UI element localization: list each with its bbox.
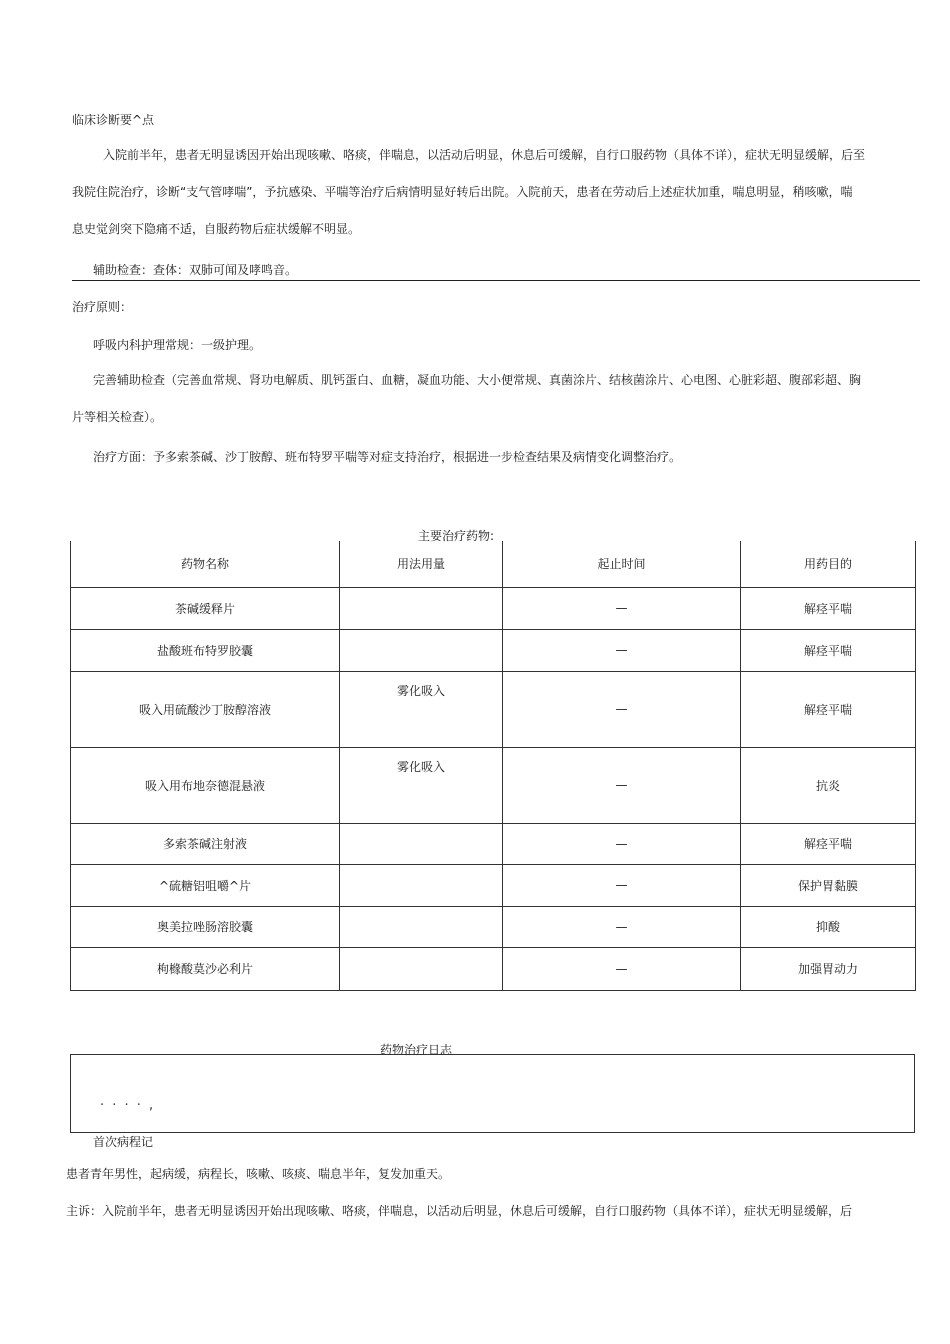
diagnosis-line-2: 我院住院治疗，诊断“支气管哮喘”，予抗感染、平喘等治疗后病情明显好转后出院。入院前天，患者在劳动后上述症状加重，喘息明显，稍咳嗽，喘 [72, 185, 853, 199]
purpose-cell: 抗炎 [741, 747, 916, 823]
table-header-row [71, 541, 916, 587]
diagnosis-heading: 临床诊断要^点 [72, 113, 155, 127]
period-cell: — [503, 747, 741, 823]
purpose-cell: 加强胃动力 [741, 947, 916, 990]
usage-cell [340, 587, 503, 629]
table-row [71, 629, 916, 671]
period-cell: — [503, 671, 741, 747]
drug-name-cell: 吸入用硫酸沙丁胺醇溶液 [71, 671, 340, 747]
period-cell: — [503, 823, 741, 864]
table-row [71, 587, 916, 629]
diagnosis-line-1: 入院前半年，患者无明显诱因开始出现咳嗽、咯痰，伴喘息，以活动后明显，休息后可缓解，自行口服药物（具体不详），症状无明显缓解，后至 [103, 148, 866, 162]
purpose-cell: 抑酸 [741, 906, 916, 947]
section-divider [72, 280, 920, 281]
drug-name-cell: 多索茶碱注射液 [71, 823, 340, 864]
nursing-text: 呼吸内科护理常规：一级护理。 [93, 338, 262, 352]
header-purpose: 用药目的 [741, 541, 916, 587]
drug-name-cell: 盐酸班布特罗胶囊 [71, 629, 340, 671]
log-scribble-mark: · · · · , [100, 1098, 156, 1113]
usage-cell [340, 629, 503, 671]
chief-complaint: 主诉：入院前半年，患者无明显诱因开始出现咳嗽、咯痰，伴喘息，以活动后明显，休息后可缓解，自行口服药物（具体不详），症状无明显缓解，后 [66, 1204, 853, 1218]
table-row [71, 747, 916, 823]
table-row [71, 947, 916, 990]
exam-line-1: 完善辅助检查（完善血常规、肾功电解质、肌钙蛋白、血糖，凝血功能、大小便常规、真菌涂片、结核菌涂片、心电图、心脏彩超、腹部彩超、胸 [93, 373, 862, 387]
exam-line-2: 片等相关检查）。 [72, 410, 163, 424]
drug-name-cell: 吸入用布地奈德混悬液 [71, 747, 340, 823]
period-cell: — [503, 947, 741, 990]
diagnosis-line-3: 息史觉剑突下隐痛不适，自服药物后症状缓解不明显。 [72, 222, 361, 236]
drug-name-cell: 奥美拉唑肠溶胶囊 [71, 906, 340, 947]
drug-name-cell: 茶碱缓释片 [71, 587, 340, 629]
drug-name-cell: 枸橼酸莫沙必利片 [71, 947, 340, 990]
purpose-cell: 解痉平喘 [741, 671, 916, 747]
aux-exam-text: 辅助检查：查体：双肺可闻及哮鸣音。 [93, 263, 298, 277]
header-drug-name: 药物名称 [71, 541, 340, 587]
purpose-cell: 解痉平喘 [741, 629, 916, 671]
period-cell: — [503, 629, 741, 671]
usage-cell [340, 747, 503, 823]
table-row [71, 864, 916, 906]
drug-name-cell: ^硫糖铝咀嚼^片 [71, 864, 340, 906]
usage-text: 雾化吸入 [396, 759, 445, 774]
drug-table [70, 541, 916, 991]
case-summary: 患者青年男性，起病缓，病程长，咳嗽、咳痰、喘息半年，复发加重天。 [66, 1167, 451, 1181]
usage-cell [340, 671, 503, 747]
header-usage: 用法用量 [340, 541, 503, 587]
table-row [71, 823, 916, 864]
table-row [71, 906, 916, 947]
usage-cell [340, 864, 503, 906]
purpose-cell: 解痉平喘 [741, 587, 916, 629]
header-period: 起止时间 [503, 541, 741, 587]
usage-cell [340, 906, 503, 947]
first-course-label: 首次病程记 [93, 1135, 154, 1149]
purpose-cell: 保护胃黏膜 [741, 864, 916, 906]
usage-cell [340, 947, 503, 990]
usage-text: 雾化吸入 [396, 683, 445, 698]
period-cell: — [503, 864, 741, 906]
log-caption: 药物治疗日志 [380, 1043, 453, 1057]
log-box [70, 1054, 915, 1133]
usage-cell [340, 823, 503, 864]
purpose-cell: 解痉平喘 [741, 823, 916, 864]
period-cell: — [503, 906, 741, 947]
treatment-heading: 治疗原则： [72, 300, 133, 314]
treatment-plan-text: 治疗方面：予多索茶碱、沙丁胺醇、班布特罗平喘等对症支持治疗，根据进一步检查结果及病情变化调整治疗。 [93, 450, 682, 464]
drug-table-caption: 主要治疗药物: [418, 529, 495, 543]
period-cell: — [503, 587, 741, 629]
table-row [71, 671, 916, 747]
